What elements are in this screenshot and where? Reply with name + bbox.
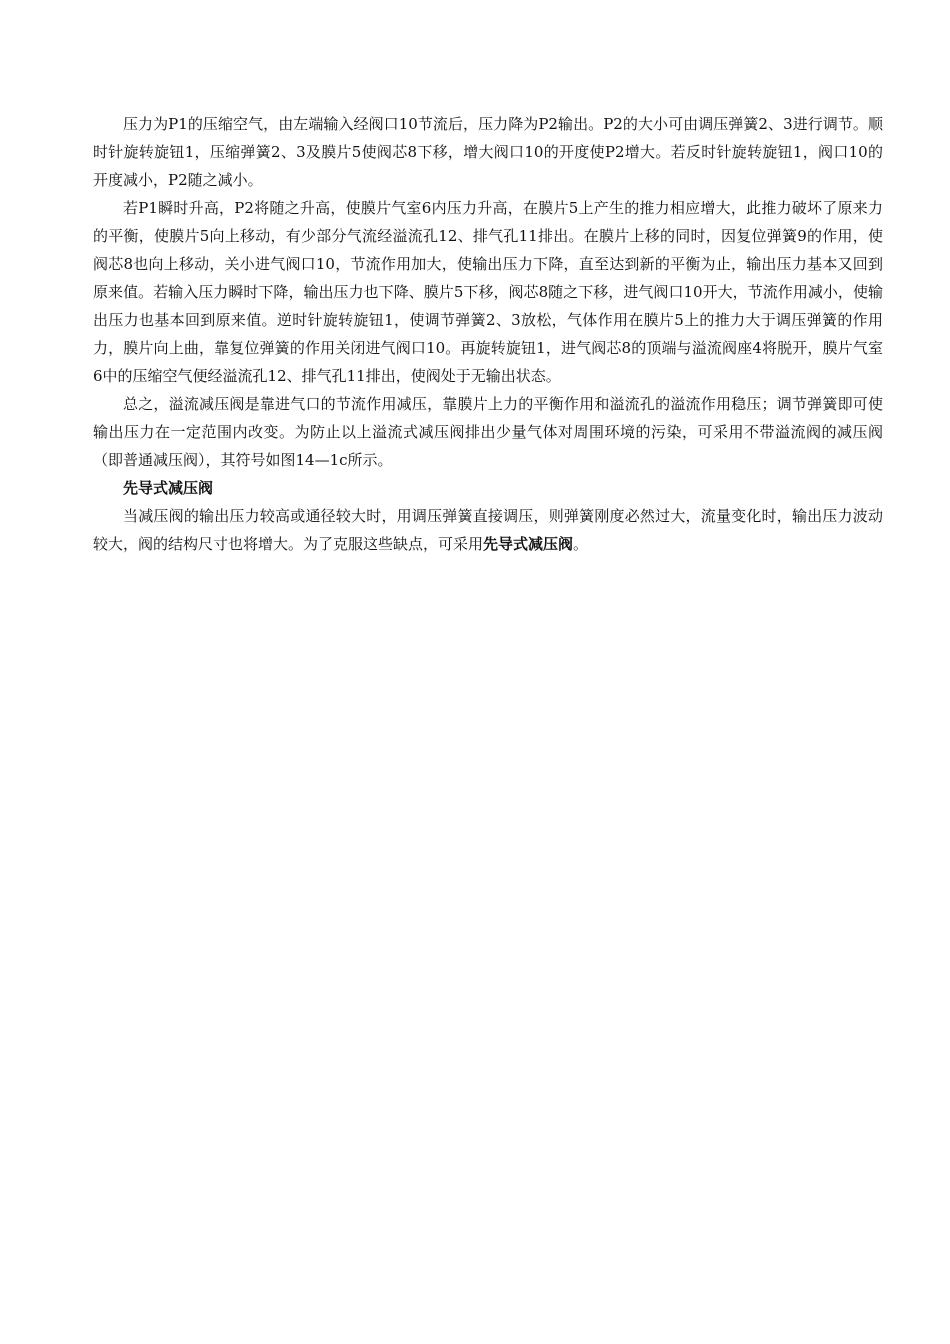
paragraph-pilot-intro [93,502,883,558]
paragraph-summary: 总之，溢流减压阀是靠进气口的节流作用减压，靠膜片上力的平衡作用和溢流孔的溢流作用稳压；调节弹簧即可使输出压力在一定范围内改变。为防止以上溢流式减压阀排出少量气体对周围环境的污染，可采用不带溢流阀的减压阀（即普通减压阀），其符号如图14—1c所示。 [93,395,883,469]
paragraph-end-mark: 。 [573,535,589,553]
emphasis-term: 先导式减压阀 [483,535,574,553]
section-heading: 先导式减压阀 [123,479,214,497]
document-body [93,110,883,558]
paragraph-pressure-fluctuation: 若P1瞬时升高，P2将随之升高，使膜片气室6内压力升高，在膜片5上产生的推力相应增大，此推力破坏了原来力的平衡，使膜片5向上移动，有少部分气流经溢流孔12、排气孔11排出。在膜片上移的同时，因复位弹簧9的作用，使阀芯8也向上移动，关小进气阀口10，节流作用加大，使输出压力下降，直至达到新的平衡为止，输出压力基本又回到原来值。若输入压力瞬时下降，输出压力也下降、膜片5下移，阀芯8随之下移，进气阀口10开大，节流作用减小，使输出压力也基本回到原来值。逆时针旋转旋钮1，使调节弹簧2、3放松，气体作用在膜片5上的推力大于调压弹簧的作用力，膜片向上曲，靠复位弹簧的作用关闭进气阀口10。再旋转旋钮1，进气阀芯8的顶端与溢流阀座4将脱开，膜片气室6中的压缩空气便经溢流孔12、排气孔11排出，使阀处于无输出状态。 [93,199,883,385]
paragraph-pilot-text: 当减压阀的输出压力较高或通径较大时，用调压弹簧直接调压，则弹簧刚度必然过大，流量变化时，输出压力波动较大，阀的结构尺寸也将增大。为了克服这些缺点，可采用 [93,507,883,553]
paragraph-pressure-regulation: 压力为P1的压缩空气，由左端输入经阀口10节流后，压力降为P2输出。P2的大小可由调压弹簧2、3进行调节。顺时针旋转旋钮1，压缩弹簧2、3及膜片5使阀芯8下移，增大阀口10的开度使P2增大。若反时针旋转旋钮1，阀口10的开度减小，P2随之减小。 [93,115,883,189]
